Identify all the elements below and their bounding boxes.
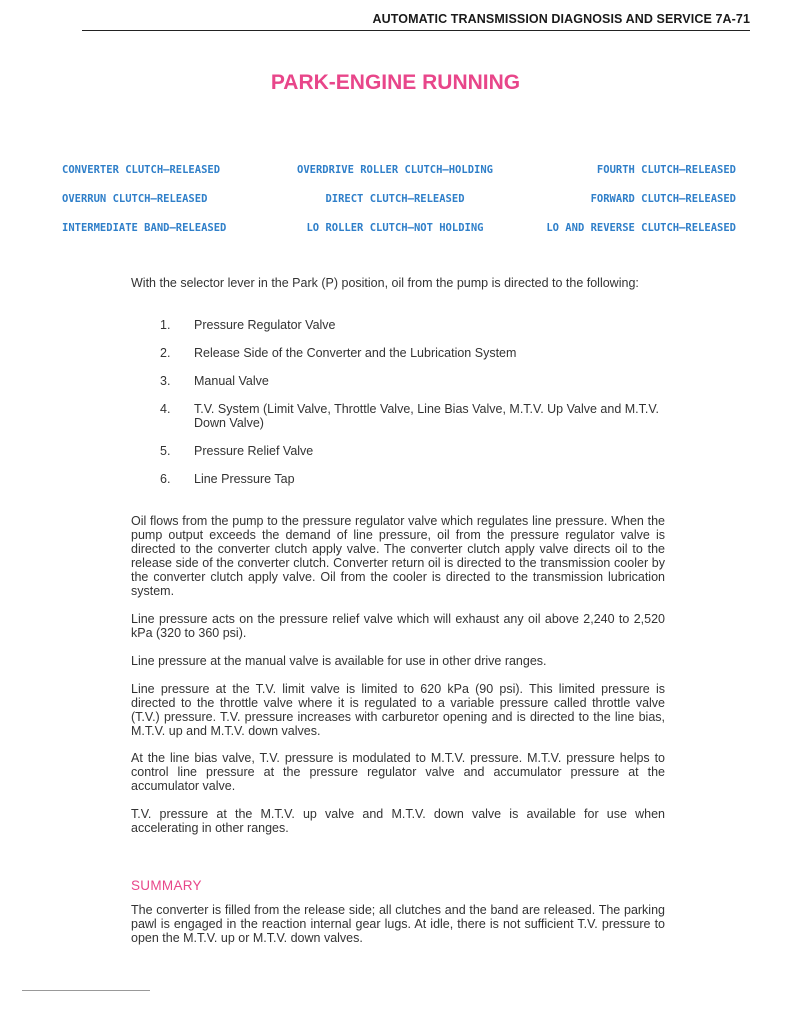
paragraph-tv-limit-valve: Line pressure at the T.V. limit valve is limited to 620 kPa (90 psi). This limited pressure is directed to the throttle valve where it is regulated to a variable pressure called throttle valve (T.V.) pressure. T.V. pressure increases with carburetor opening and is directed to the line bias, M.T.V. up and M.T.V. down valves. [131, 682, 665, 738]
paragraph-relief-valve: Line pressure acts on the pressure relief valve which will exhaust any oil above 2,240 to 2,520 kPa (320 to 360 psi). [131, 612, 665, 640]
clutch-state-lo-reverse: LO AND REVERSE CLUTCH–RELEASED [546, 222, 736, 234]
summary-paragraph: The converter is filled from the release side; all clutches and the band are released. The parking pawl is engaged in the reaction internal gear lugs. At idle, there is not sufficient T.V. pressure to open the M.T.V. up or M.T.V. down valves. [131, 903, 665, 945]
list-text: Line Pressure Tap [194, 472, 295, 486]
list-text: Release Side of the Converter and the Lubrication System [194, 346, 517, 360]
paragraph-line-bias-valve: At the line bias valve, T.V. pressure is modulated to M.T.V. pressure. M.T.V. pressure helps to control line pressure at the pressure regulator valve and accumulator pressure at the accumulator valve. [131, 751, 665, 793]
summary-heading: SUMMARY [131, 878, 202, 893]
intro-paragraph: With the selector lever in the Park (P) position, oil from the pump is directed to the following: [131, 276, 639, 290]
list-number: 6. [160, 472, 171, 486]
clutch-state-fourth: FOURTH CLUTCH–RELEASED [596, 164, 736, 176]
paragraph-manual-valve: Line pressure at the manual valve is available for use in other drive ranges. [131, 654, 547, 668]
clutch-state-lo-roller: LO ROLLER CLUTCH–NOT HOLDING [306, 222, 484, 234]
header-rule [82, 30, 750, 31]
clutch-state-converter: CONVERTER CLUTCH–RELEASED [62, 164, 221, 176]
clutch-state-forward: FORWARD CLUTCH–RELEASED [590, 193, 736, 205]
list-number: 3. [160, 374, 171, 388]
clutch-state-direct: DIRECT CLUTCH–RELEASED [325, 193, 465, 205]
paragraph-mtv-valves: T.V. pressure at the M.T.V. up valve and M.T.V. down valve is available for use when accelerating in other ranges. [131, 807, 665, 835]
list-number: 4. [160, 402, 171, 416]
list-text: Pressure Regulator Valve [194, 318, 336, 332]
paragraph-oil-flow: Oil flows from the pump to the pressure regulator valve which regulates line pressure. When the pump output exceeds the demand of line pressure, oil from the pressure regulator valve is directed to the converter clutch apply valve. The converter clutch apply valve directs oil to the release side of the converter clutch. Converter return oil is directed to the transmission cooler by the converter clutch apply valve. Oil from the cooler is directed to the transmission lubrication system. [131, 514, 665, 598]
footer-rule [22, 990, 150, 991]
page-title: PARK-ENGINE RUNNING [270, 71, 521, 94]
list-text: Manual Valve [194, 374, 269, 388]
clutch-state-overrun: OVERRUN CLUTCH–RELEASED [62, 193, 208, 205]
clutch-state-intermediate-band: INTERMEDIATE BAND–RELEASED [62, 222, 227, 234]
list-number: 2. [160, 346, 171, 360]
list-number: 1. [160, 318, 171, 332]
list-text: T.V. System (Limit Valve, Throttle Valve, Line Bias Valve, M.T.V. Up Valve and M.T.V. Down Valve) [194, 402, 660, 430]
running-header: AUTOMATIC TRANSMISSION DIAGNOSIS AND SERVICE 7A-71 [372, 12, 750, 26]
list-text: Pressure Relief Valve [194, 444, 314, 458]
list-number: 5. [160, 444, 171, 458]
clutch-state-overdrive-roller: OVERDRIVE ROLLER CLUTCH–HOLDING [297, 164, 493, 176]
